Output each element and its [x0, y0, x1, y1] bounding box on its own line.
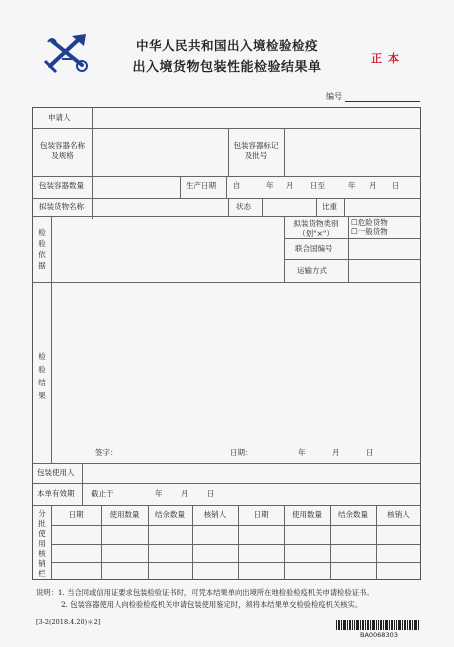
- valid-until-label: 截止于: [91, 489, 114, 498]
- applicant-field[interactable]: [95, 110, 419, 126]
- date-year-label: 年: [266, 181, 274, 190]
- row-divider: [32, 128, 421, 129]
- form-title: 出入境货物包装性能检验结果单: [132, 60, 322, 75]
- row-divider: [32, 463, 421, 464]
- batch-col-date: 日期: [68, 510, 84, 519]
- row-divider: [32, 505, 421, 506]
- issuing-authority-title: 中华人民共和国出入境检验检疫: [135, 38, 318, 53]
- date-month-label: 月: [369, 181, 377, 190]
- container-name-label: 包装容器名称及规格: [40, 141, 85, 160]
- dangerous-goods-checkbox[interactable]: ☐危险货物: [351, 218, 388, 227]
- row-divider: [51, 562, 421, 563]
- applicant-label: 申请人: [48, 113, 71, 122]
- general-goods-checkbox[interactable]: ☐一般货物: [351, 227, 388, 236]
- barcode-number: BA0068303: [360, 631, 398, 639]
- packaging-user-label: 包装使用人: [37, 468, 75, 477]
- column-divider: [82, 463, 83, 483]
- signature-label: 签字：: [95, 448, 118, 457]
- row-divider: [32, 282, 421, 283]
- specific-gravity-label: 比重: [322, 202, 337, 211]
- column-divider: [226, 176, 227, 198]
- serial-number-field[interactable]: [345, 101, 420, 102]
- date-year-label: 年: [348, 181, 356, 190]
- column-divider: [92, 107, 93, 219]
- column-divider: [228, 198, 229, 216]
- column-divider: [180, 176, 181, 198]
- row-divider: [284, 259, 421, 260]
- date-day-label: 日: [392, 181, 400, 190]
- row-divider: [51, 544, 421, 545]
- batch-col-balance-qty: 结余数量: [338, 510, 368, 519]
- goods-name-label: 拟装货物名称: [39, 202, 84, 211]
- result-month-label: 月: [332, 448, 340, 457]
- container-qty-label: 包装容器数量: [39, 181, 84, 190]
- result-date-label: 日期：: [230, 448, 253, 457]
- result-year-label: 年: [298, 448, 306, 457]
- un-number-label: 联合国编号: [295, 244, 333, 253]
- inspection-result-label: 检验结果: [38, 352, 46, 400]
- state-label: 状态: [236, 202, 251, 211]
- column-divider: [316, 198, 317, 216]
- original-copy-label: 正本: [371, 52, 405, 65]
- valid-month-label: 月: [181, 489, 189, 498]
- batch-col-verifier: 核销人: [203, 510, 227, 519]
- inspection-basis-label: 检验依据: [38, 228, 46, 270]
- validity-label: 本单有效期: [37, 489, 75, 498]
- column-divider: [228, 128, 229, 176]
- transport-mode-label: 运输方式: [297, 266, 327, 275]
- column-divider: [262, 198, 263, 216]
- result-day-label: 日: [366, 448, 374, 457]
- batch-usage-label: 分批使用核销栏: [38, 509, 46, 578]
- column-divider: [82, 483, 83, 505]
- row-divider: [51, 525, 421, 526]
- column-divider: [348, 216, 349, 282]
- form-code: [3-2(2018.4.20)＊2]: [36, 618, 101, 626]
- batch-col-used-qty: 使用数量: [292, 510, 322, 519]
- column-divider: [344, 198, 345, 216]
- valid-year-label: 年: [155, 489, 163, 498]
- batch-col-verifier: 核销人: [387, 510, 410, 519]
- goods-category-label: 拟装货物类别（划"×"）: [293, 219, 339, 238]
- serial-number-label: 编号: [326, 92, 342, 101]
- container-mark-label: 包装容器标记及批号: [233, 141, 279, 160]
- note-line-2: 2. 包装容器使用人向检验检疫机关申请包装使用鉴定时，须将本结果单交检验检疫机关核实。: [61, 600, 363, 609]
- date-day-to-label: 日至: [310, 181, 325, 190]
- row-divider: [32, 198, 421, 199]
- batch-col-used-qty: 使用数量: [109, 510, 140, 519]
- date-month-label: 月: [286, 181, 294, 190]
- valid-day-label: 日: [207, 489, 215, 498]
- column-divider: [284, 216, 285, 282]
- note-line-1: 说明：1. 当合同或信用证要求包装检验证书时，可凭本结果单向出境所在地检验检疫机关申请检验证书。: [36, 588, 374, 597]
- batch-col-balance-qty: 结余数量: [155, 510, 185, 519]
- column-divider: [284, 128, 285, 176]
- row-divider: [32, 216, 421, 217]
- production-date-label: 生产日期: [186, 181, 216, 190]
- notes: [36, 587, 374, 611]
- column-divider: [51, 216, 52, 463]
- row-divider: [32, 483, 421, 484]
- batch-col-date: 日期: [253, 510, 269, 519]
- date-from-label: 自: [233, 181, 241, 190]
